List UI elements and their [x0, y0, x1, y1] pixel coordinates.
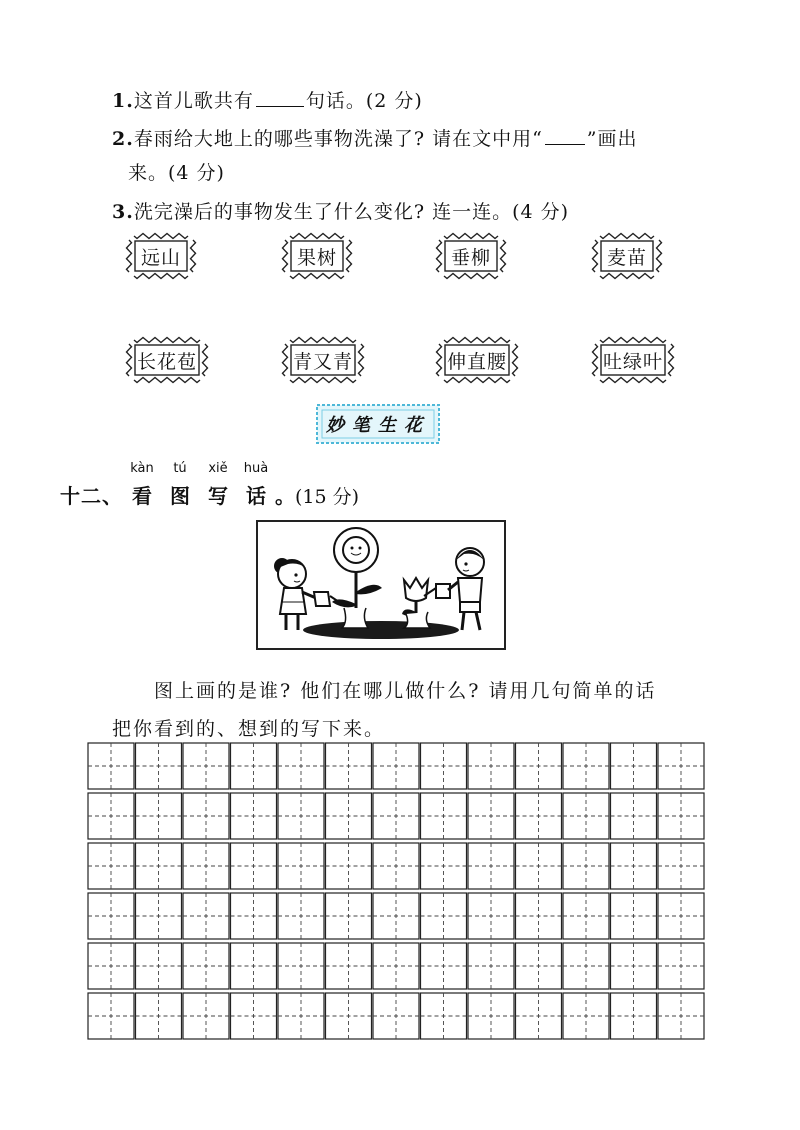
grid-cell[interactable]	[326, 843, 372, 889]
grid-cell[interactable]	[88, 993, 134, 1039]
grid-cell[interactable]	[88, 793, 134, 839]
grid-cell[interactable]	[136, 993, 182, 1039]
grid-cell[interactable]	[516, 943, 562, 989]
grid-cell[interactable]	[563, 993, 609, 1039]
question-text: 洗完澡后的事物发生了什么变化? 连一连。(4 分)	[133, 201, 570, 223]
underline-sample	[545, 128, 585, 145]
question-text: 这首儿歌共有	[133, 90, 254, 112]
grid-cell[interactable]	[468, 793, 514, 839]
match-word: 吐绿叶	[602, 350, 663, 373]
grid-cell[interactable]	[231, 843, 277, 889]
grid-cell[interactable]	[326, 993, 372, 1039]
grid-cell[interactable]	[563, 793, 609, 839]
pinyin: huà	[243, 461, 269, 476]
grid-cell[interactable]	[516, 793, 562, 839]
grid-cell[interactable]	[183, 893, 229, 939]
grid-cell[interactable]	[373, 743, 419, 789]
grid-cell[interactable]	[136, 743, 182, 789]
match-box-bottom[interactable]	[434, 336, 520, 384]
grid-cell[interactable]	[516, 893, 562, 939]
tianzige-grid[interactable]	[87, 742, 707, 1042]
question-number: 1.	[112, 90, 134, 112]
grid-cell[interactable]	[231, 793, 277, 839]
grid-cell[interactable]	[278, 943, 324, 989]
pinyin: kàn	[130, 461, 154, 476]
question-text: 句话。(2 分)	[305, 90, 423, 112]
question-3	[112, 197, 569, 224]
grid-cell[interactable]	[231, 943, 277, 989]
match-box-top[interactable]	[590, 232, 664, 280]
question-text: 春雨给大地上的哪些事物洗澡了? 请在文中用“	[133, 128, 543, 150]
grid-cell[interactable]	[183, 743, 229, 789]
match-box-bottom[interactable]	[124, 336, 210, 384]
grid-cell[interactable]	[136, 843, 182, 889]
grid-cell[interactable]	[563, 843, 609, 889]
grid-cell[interactable]	[88, 743, 134, 789]
boy-figure	[448, 548, 484, 630]
grid-cell[interactable]	[611, 743, 657, 789]
grid-cell[interactable]	[278, 843, 324, 889]
grid-cell[interactable]	[373, 943, 419, 989]
grid-cell[interactable]	[373, 843, 419, 889]
grid-cell[interactable]	[136, 943, 182, 989]
match-row-top	[0, 232, 800, 282]
grid-cell[interactable]	[658, 743, 704, 789]
match-word: 长花苞	[136, 350, 197, 373]
section-points: (15 分)	[295, 486, 360, 508]
match-word: 果树	[296, 246, 337, 269]
illustration	[256, 520, 506, 650]
match-box-top[interactable]	[434, 232, 508, 280]
match-word: 远山	[140, 246, 181, 269]
grid-cell[interactable]	[468, 743, 514, 789]
match-row-bottom	[0, 336, 800, 386]
grid-cell[interactable]	[88, 843, 134, 889]
grid-cell[interactable]	[563, 893, 609, 939]
grid-cell[interactable]	[278, 793, 324, 839]
question-2	[112, 124, 638, 151]
grid-cell[interactable]	[658, 793, 704, 839]
grid-cell[interactable]	[421, 943, 467, 989]
grid-cell[interactable]	[231, 993, 277, 1039]
sunflower	[332, 528, 382, 628]
banner-title: 妙笔生花	[326, 415, 430, 436]
heading-char: xiě 写	[199, 480, 237, 509]
grid-cell[interactable]	[421, 743, 467, 789]
grid-cell[interactable]	[611, 943, 657, 989]
grid-cell[interactable]	[278, 743, 324, 789]
question-number: 3.	[112, 201, 134, 223]
instruction-line-1: 图上画的是谁? 他们在哪儿做什么? 请用几句简单的话	[154, 680, 657, 702]
grid-cell[interactable]	[611, 843, 657, 889]
grid-cell[interactable]	[183, 993, 229, 1039]
grid-cell[interactable]	[658, 993, 704, 1039]
grid-cell[interactable]	[231, 893, 277, 939]
grid-cell[interactable]	[658, 943, 704, 989]
question-text: ”画出	[586, 128, 638, 150]
grid-cell[interactable]	[468, 943, 514, 989]
grid-cell[interactable]	[516, 743, 562, 789]
watering-flowers-illustration	[258, 522, 504, 648]
grid-cell[interactable]	[326, 743, 372, 789]
grid-cell[interactable]	[611, 893, 657, 939]
match-box-bottom[interactable]	[280, 336, 366, 384]
question-2-continued: 来。(4 分)	[128, 162, 225, 184]
grid-cell[interactable]	[231, 743, 277, 789]
grid-cell[interactable]	[421, 843, 467, 889]
grid-cell[interactable]	[373, 993, 419, 1039]
grid-cell[interactable]	[183, 843, 229, 889]
grid-cell[interactable]	[563, 943, 609, 989]
pinyin: xiě	[208, 461, 228, 476]
grid-cell[interactable]	[658, 893, 704, 939]
grid-cell[interactable]	[88, 893, 134, 939]
grid-cell[interactable]	[278, 893, 324, 939]
section-banner	[314, 402, 442, 446]
grid-cell[interactable]	[563, 743, 609, 789]
question-1	[112, 86, 423, 113]
grid-cell[interactable]	[468, 893, 514, 939]
grid-cell[interactable]	[658, 843, 704, 889]
heading-char: kàn 看	[123, 480, 161, 509]
grid-cell[interactable]	[421, 893, 467, 939]
match-box-bottom[interactable]	[590, 336, 676, 384]
pinyin: tú	[173, 461, 187, 476]
grid-cell[interactable]	[136, 793, 182, 839]
heading-char: huà 话	[237, 480, 275, 509]
grid-cell[interactable]	[373, 893, 419, 939]
match-box-top[interactable]	[280, 232, 354, 280]
section-heading	[60, 461, 360, 509]
match-box-top[interactable]	[124, 232, 198, 280]
grid-cell[interactable]	[516, 993, 562, 1039]
grid-cell[interactable]	[326, 893, 372, 939]
grid-cell[interactable]	[373, 793, 419, 839]
grid-cell[interactable]	[421, 993, 467, 1039]
grid-cell[interactable]	[421, 793, 467, 839]
grid-cell[interactable]	[516, 843, 562, 889]
grid-cell[interactable]	[136, 893, 182, 939]
match-word: 麦苗	[606, 246, 647, 269]
grid-cell[interactable]	[88, 943, 134, 989]
question-number: 2.	[112, 128, 134, 150]
match-word: 伸直腰	[446, 350, 507, 373]
match-word: 垂柳	[450, 246, 491, 269]
grid-cell[interactable]	[183, 793, 229, 839]
grid-cell[interactable]	[468, 843, 514, 889]
grid-cell[interactable]	[611, 793, 657, 839]
girl-figure	[274, 558, 316, 630]
grid-cell[interactable]	[326, 793, 372, 839]
grid-cell[interactable]	[326, 943, 372, 989]
grid-cell[interactable]	[183, 943, 229, 989]
heading-dot: 。	[275, 484, 295, 508]
writing-grid[interactable]	[87, 742, 707, 1046]
answer-blank[interactable]	[256, 90, 304, 107]
tulip	[402, 578, 430, 628]
match-word: 青又青	[292, 350, 353, 373]
grid-cell[interactable]	[278, 993, 324, 1039]
heading-char: tú 图	[161, 480, 199, 509]
grid-cell[interactable]	[468, 993, 514, 1039]
grid-cell[interactable]	[611, 993, 657, 1039]
instruction-line-2: 把你看到的、想到的写下来。	[112, 718, 386, 740]
section-number: 十二、	[60, 484, 123, 508]
